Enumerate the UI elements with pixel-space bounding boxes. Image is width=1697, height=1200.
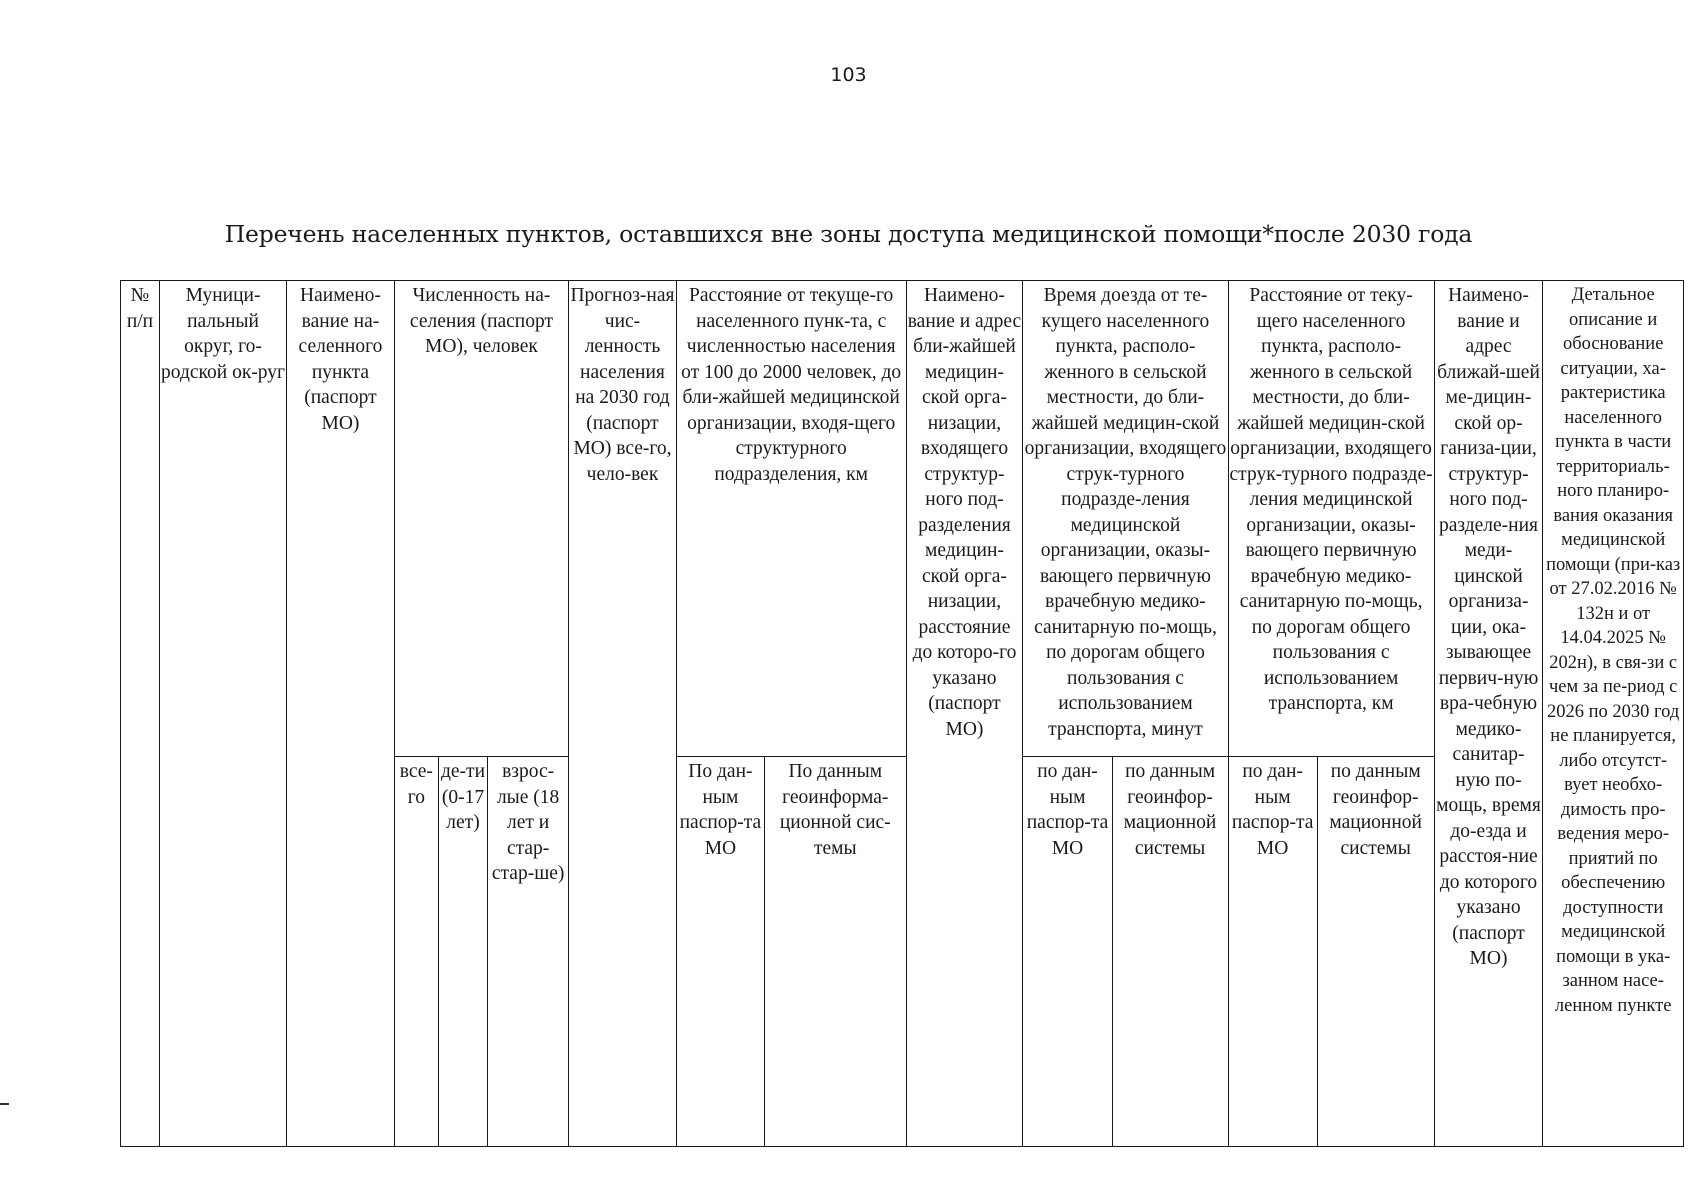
subheader-dist-passport: По дан-ным паспор-та МО xyxy=(676,757,764,1147)
margin-tick-mark xyxy=(0,1103,9,1105)
subheader-pop-children: де-ти (0-17 лет) xyxy=(438,757,487,1147)
header-municipality: Муници-пальный округ, го-родской ок-руг xyxy=(159,281,286,1147)
header-nearest-org: Наимено-вание и адрес бли-жайшей медицин-ской орга-низации, входящего структур-ного под-разделения медицин-ской орга-низации, расстояние до которо-го указано (паспорт МО) xyxy=(906,281,1023,1147)
header-population: Численность на-селения (паспорт МО), человек xyxy=(394,281,568,757)
header-forecast: Прогноз-ная чис-ленность населения на 2030 год (паспорт МО) все-го, чело-век xyxy=(569,281,677,1147)
header-num: № п/п xyxy=(121,281,160,1147)
subheader-dist-gis: По данным геоинформа-ционной сис-темы xyxy=(765,757,907,1147)
header-description: Детальное описание и обоснование ситуации, ха-рактеристика населенного пункта в части территориаль-ного планиро-вания оказания медицинской помощи (при-каз от 27.02.2016 № 132н и от 14.04.2025 № 202н), в свя-зи с чем за пе-риод с 2026 по 2030 год не планируется, либо отсутст-вует необхо-димость про-ведения меро-приятий по обеспечению доступности медицинской помощи в ука-занном насе-ленном пункте xyxy=(1543,281,1684,1147)
header-travel-time: Время доезда от те-кущего населенного пункта, располо-женного в сельской местности, до бли-жайшей медицин-ской организации, входящего струк-турного подразде-ления медицинской организации, оказы-вающего первичную врачебную медико-санитарную по-мощь, по дорогам общего пользования с использованием транспорта, минут xyxy=(1023,281,1228,757)
subheader-pop-adults: взрос-лые (18 лет и стар-стар-ше) xyxy=(488,757,569,1147)
subheader-rural-passport: по дан-ным паспор-та МО xyxy=(1228,757,1317,1147)
subheader-time-gis: по данным геоинфор-мационной системы xyxy=(1112,757,1228,1147)
subheader-pop-total: все-го xyxy=(394,757,438,1147)
subheader-rural-gis: по данным геоинфор-мационной системы xyxy=(1317,757,1434,1147)
header-row xyxy=(121,281,1684,757)
document-title: Перечень населенных пунктов, оставшихся вне зоны доступа медицинской помощи*после 2030 года xyxy=(224,220,1473,248)
header-distance-current: Расстояние от текуще-го населенного пунк-та, с численностью населения от 100 до 2000 человек, до бли-жайшей медицинской организации, входя-щего структурного подразделения, км xyxy=(676,281,906,757)
header-nearest-primary: Наимено-вание и адрес ближай-шей ме-дицин-ской ор-ганиза-ции, структур-ного под-разделе-ния меди-цинской организа-ции, ока-зывающее первич-ную вра-чебную медико-санитар-ную по-мощь, время до-езда и расстоя-ние до которого указано (паспорт МО) xyxy=(1434,281,1543,1147)
header-distance-rural: Расстояние от теку-щего населенного пункта, располо-женного в сельской местности, до бли-жайшей медицин-ской организации, входящего струк-турного подразде-ления медицинской организации, оказы-вающего первичную врачебную медико-санитарную по-мощь, по дорогам общего пользования с использованием транспорта, км xyxy=(1228,281,1434,757)
header-settlement: Наимено-вание на-селенного пункта (паспорт МО) xyxy=(287,281,395,1147)
subheader-time-passport: по дан-ным паспор-та МО xyxy=(1023,757,1112,1147)
page-number: 103 xyxy=(830,64,867,86)
settlements-table xyxy=(120,280,1684,1147)
